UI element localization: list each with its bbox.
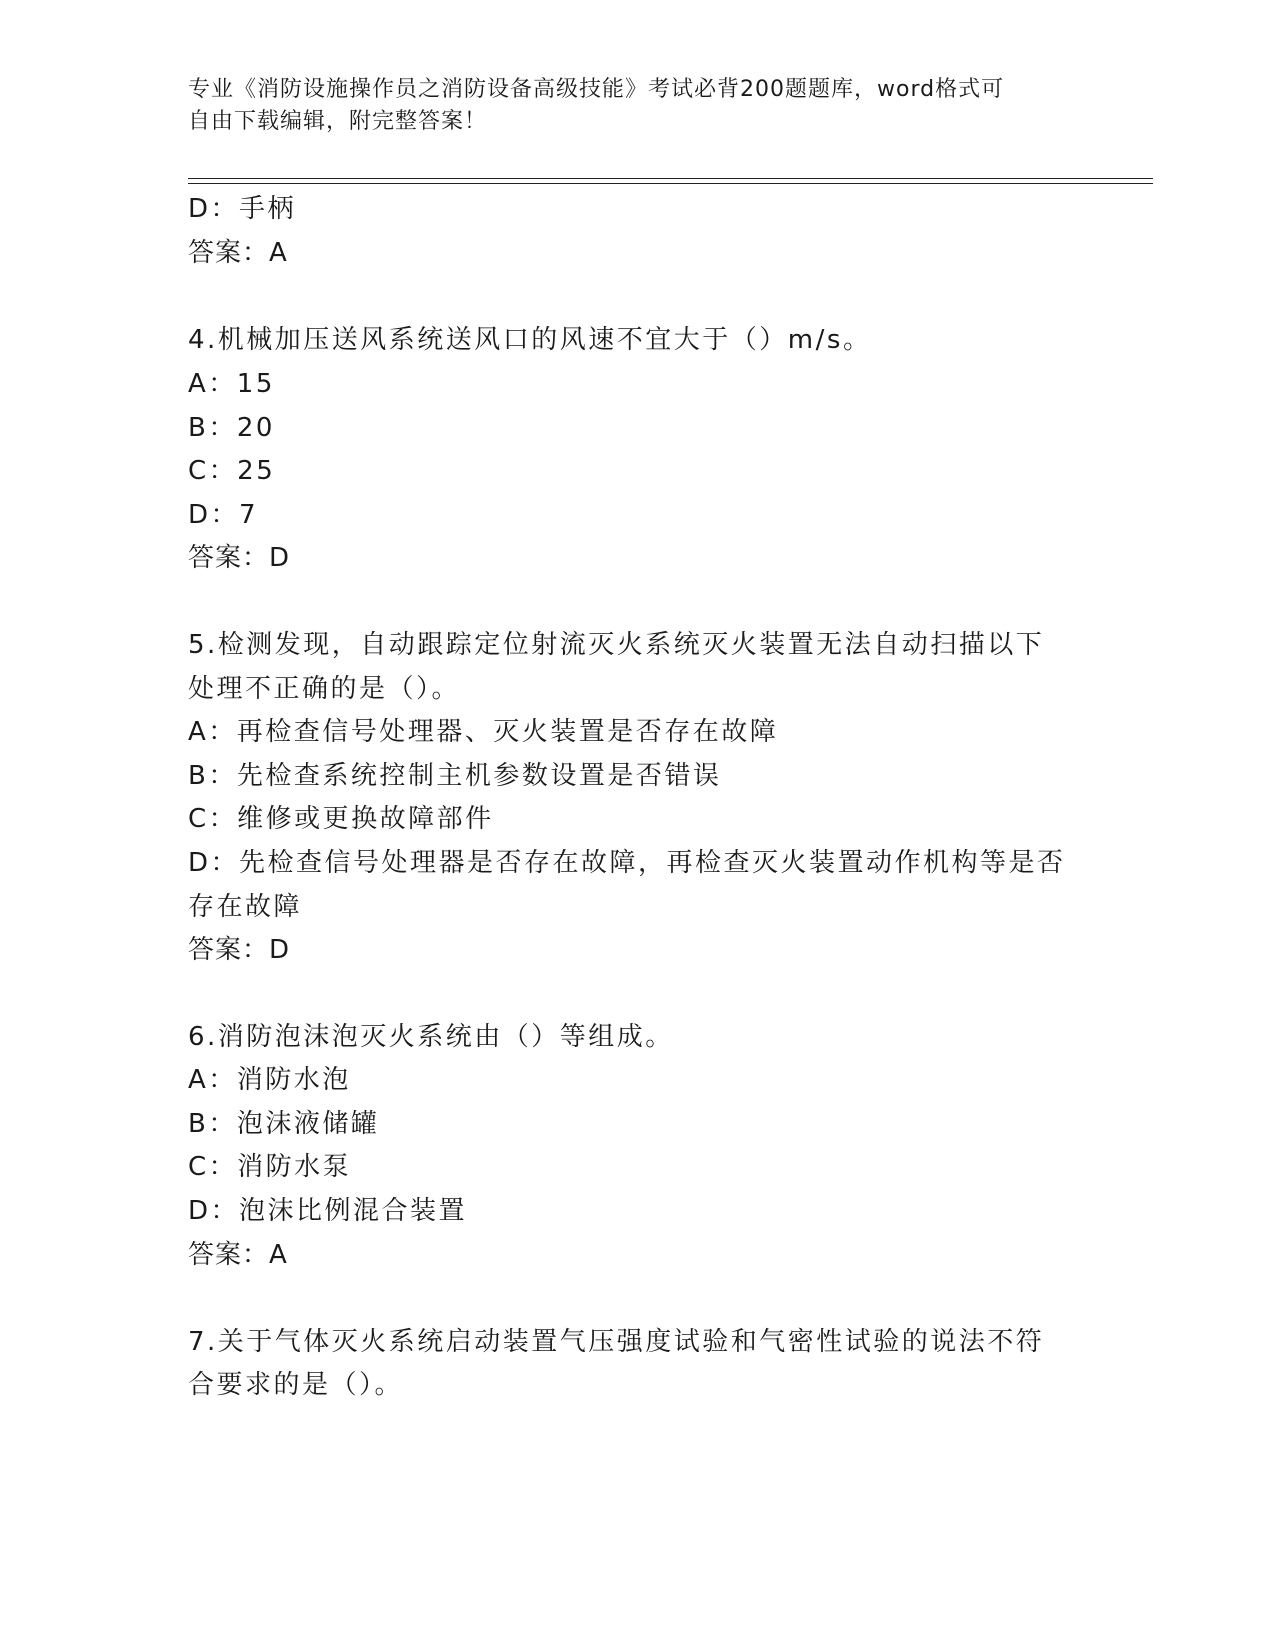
q7-question-line-1: 7.关于气体灭火系统启动装置气压强度试验和气密性试验的说法不符 <box>188 1327 1045 1357</box>
q6-question: 6.消防泡沫泡灭火系统由（）等组成。 <box>188 1022 674 1052</box>
q5-question-line-1: 5.检测发现，自动跟踪定位射流灭火系统灭火装置无法自动扫描以下 <box>188 630 1045 660</box>
header-rule-bottom <box>188 183 1153 184</box>
q7-question-line-2: 合要求的是（）。 <box>188 1370 404 1400</box>
q5-option-d-line-2: 存在故障 <box>188 892 303 922</box>
q4-option-d: D：7 <box>188 500 259 530</box>
q5-option-c: C：维修或更换故障部件 <box>188 804 494 834</box>
q5-question-line-2: 处理不正确的是（）。 <box>188 674 461 704</box>
header-rule-top <box>188 178 1153 179</box>
q4-question: 4.机械加压送风系统送风口的风速不宜大于（）m/s。 <box>188 325 872 355</box>
header-line-1: 专业《消防设施操作员之消防设备高级技能》考试必背200题题库，word格式可 <box>188 77 1005 102</box>
q5-option-a: A：再检查信号处理器、灭火装置是否存在故障 <box>188 717 779 747</box>
q6-option-d: D：泡沫比例混合装置 <box>188 1196 468 1226</box>
q5-option-b: B：先检查系统控制主机参数设置是否错误 <box>188 761 722 791</box>
q4-answer: 答案：D <box>188 543 291 573</box>
q6-answer: 答案：A <box>188 1240 288 1270</box>
q6-option-b: B：泡沫液储罐 <box>188 1109 380 1139</box>
q3-answer: 答案：A <box>188 238 288 268</box>
q3-option-d: D：手柄 <box>188 194 297 224</box>
q4-option-c: C：25 <box>188 456 276 486</box>
q6-option-c: C：消防水泵 <box>188 1152 352 1182</box>
q6-option-a: A：消防水泡 <box>188 1065 351 1095</box>
header-line-2: 自由下载编辑，附完整答案！ <box>188 109 488 134</box>
page-header <box>188 74 1068 138</box>
q5-answer: 答案：D <box>188 935 291 965</box>
q4-option-b: B：20 <box>188 413 275 443</box>
q5-option-d-line-1: D：先检查信号处理器是否存在故障，再检查灭火装置动作机构等是否 <box>188 848 1066 878</box>
q4-option-a: A：15 <box>188 369 275 399</box>
